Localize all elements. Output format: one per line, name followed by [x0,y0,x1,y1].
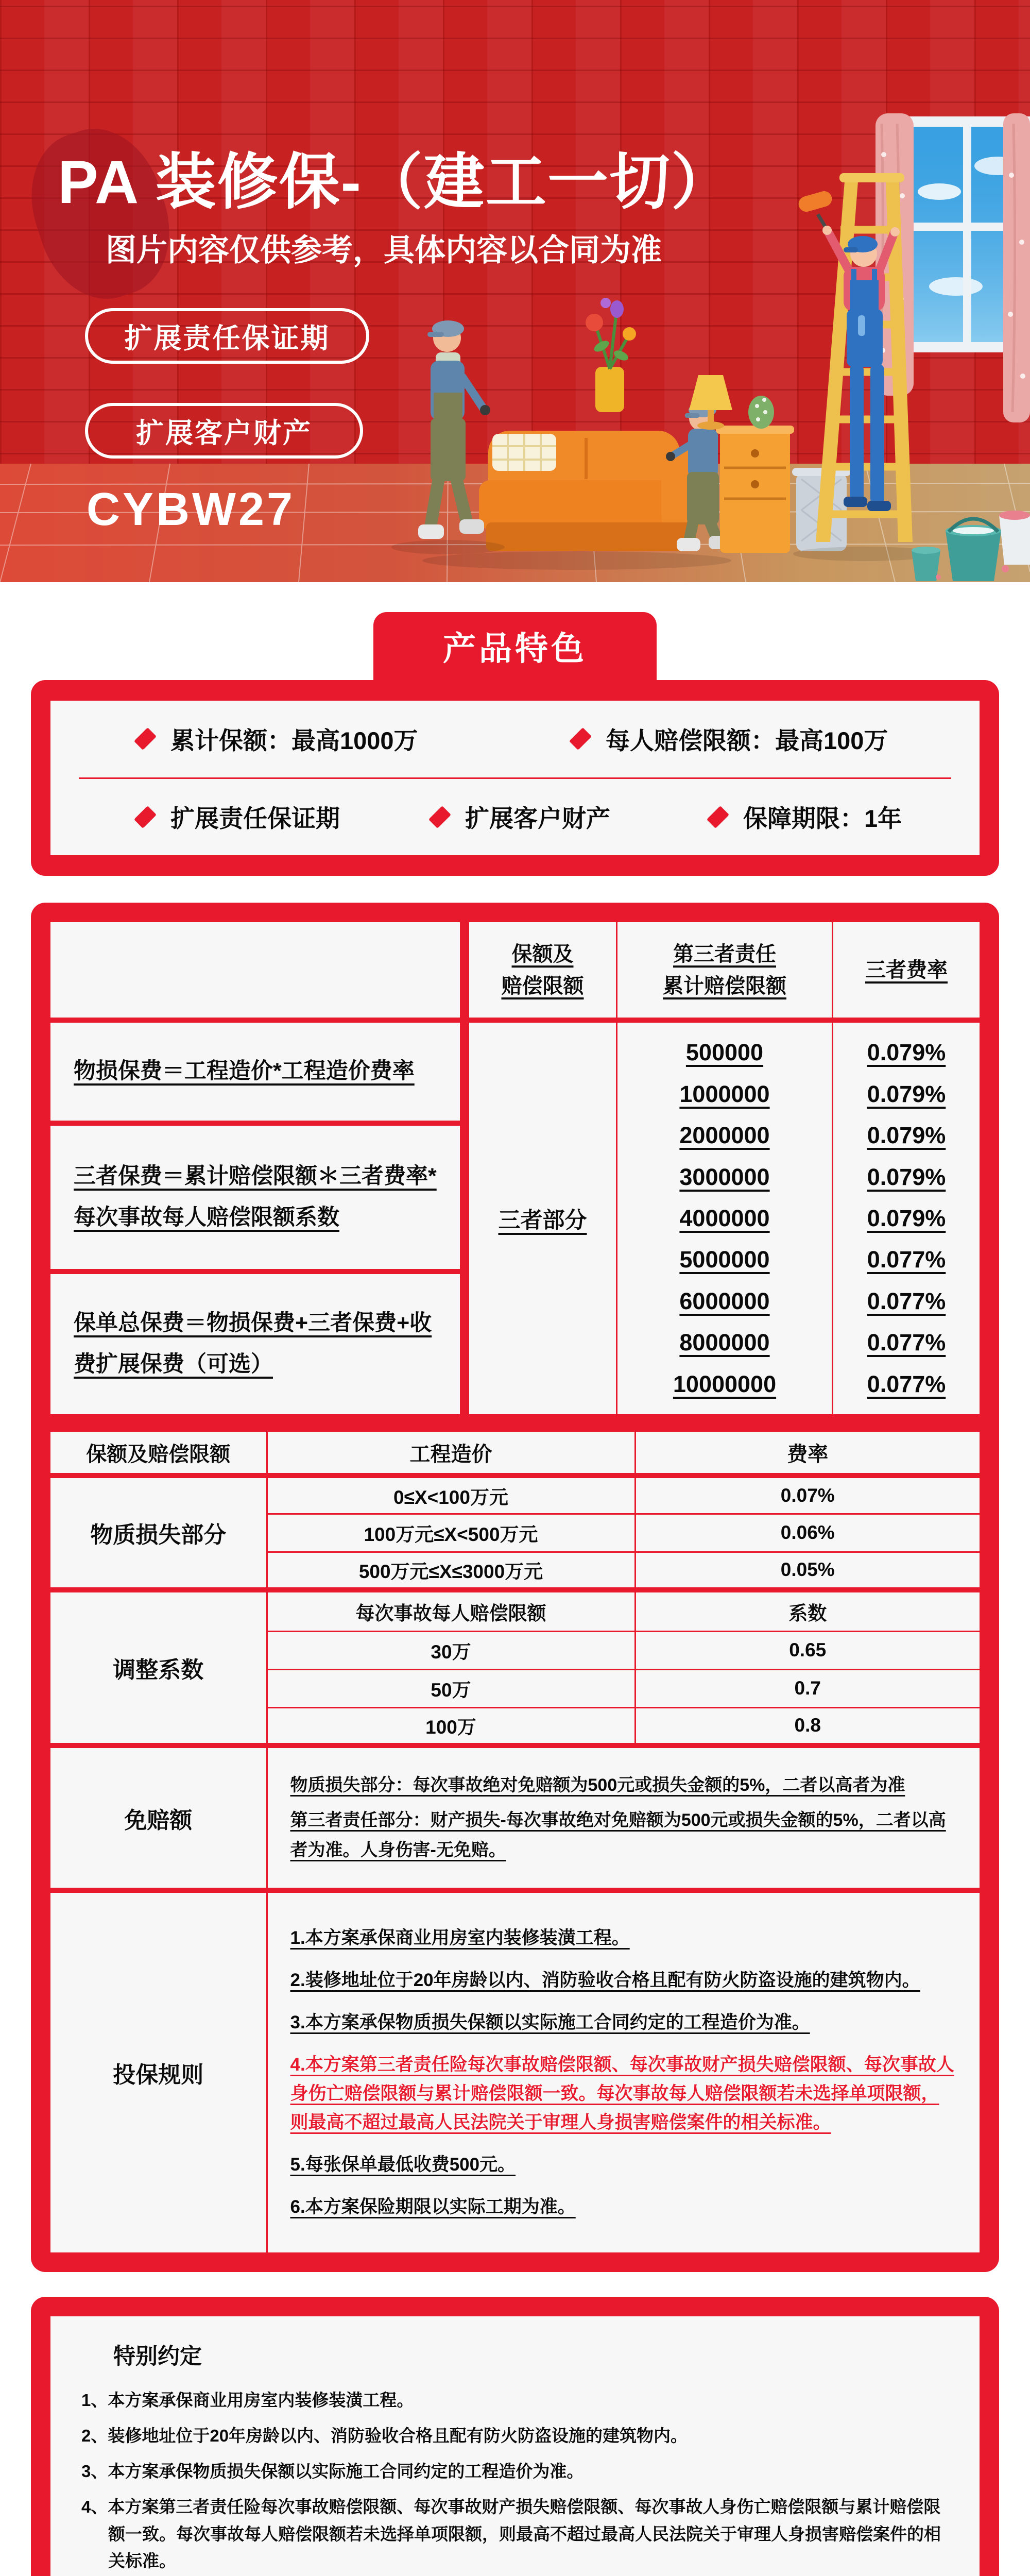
formula-material-premium: 物损保费＝工程造价*工程造价费率 [50,1023,460,1126]
cost-range-cell: 0≤X<100万元 [267,1476,635,1514]
diamond-icon [707,806,729,828]
underwriting-rules-label: 投保规则 [50,1890,267,2252]
feature-item [135,800,430,834]
deductible-label: 免赔额 [50,1745,267,1890]
diamond-icon [134,727,157,750]
table-row [50,1890,980,2252]
badge-extended-liability: 扩展责任保证期 [85,308,369,364]
agreement-item: 1、本方案承保商业用房室内装修装潢工程。 [81,2391,414,2410]
rate-value: 0.077% [867,1329,946,1356]
limit-value: 10000000 [673,1370,777,1397]
feature-item [135,722,571,756]
material-loss-label: 物质损失部分 [50,1476,267,1590]
rule-item: 3.本方案承保物质损失保额以实际施工合同约定的工程造价为准。 [290,2012,810,2033]
rule-item: 6.本方案保险期限以实际工期为准。 [290,2197,576,2217]
paint-buckets-graphic [912,511,1030,581]
agreement-item: 3、本方案承保物质损失保额以实际施工合同约定的工程造价为准。 [81,2461,584,2481]
rate-value: 0.077% [867,1287,946,1314]
limit-value: 4000000 [679,1205,770,1231]
cost-range-cell: 500万元≤X≤3000万元 [267,1552,635,1590]
limit-value: 6000000 [679,1287,770,1314]
rate-value: 0.079% [867,1205,946,1231]
special-agreement-title: 特别约定 [113,2344,202,2369]
features-panel [31,680,999,876]
diamond-icon [134,806,157,828]
premium-rate-table [50,922,980,1414]
rule-item-highlighted: 4.本方案第三者责任险每次事故赔偿限额、每次事故财产损失赔偿限额、每次事故人身伤亡赔偿限额与累计赔偿限额一致。每次事故每人赔偿限额若未选择单项限额，则最高不超过最高人民法院关于审理人身损害赔偿案件的相关标准。 [290,2055,954,2133]
adjust-factor-label: 调整系数 [50,1590,267,1745]
feature-label: 累计保额：最高1000万 [170,726,418,754]
feature-item [430,800,708,834]
formula-third-party-premium: 三者保费＝累计赔偿限额＊三者费率*每次事故每人赔偿限额系数 [50,1126,460,1274]
factor-header-limit: 每次事故每人赔偿限额 [267,1590,635,1631]
cost-range-cell: 100万元≤X<500万元 [267,1514,635,1552]
limit-value: 500000 [685,1039,764,1066]
rate-value: 0.079% [867,1080,946,1107]
feature-label: 保障期限：1年 [743,805,902,833]
factor-header-factor: 系数 [635,1590,980,1631]
header-rate-cell: 费率 [635,1432,980,1476]
rate-cell: 0.06% [635,1514,980,1552]
table-row [50,1476,980,1514]
header-limit-cell: 保额及赔偿限额 [50,1432,267,1476]
rate-values-column [833,1023,980,1414]
rate-value: 0.077% [867,1246,946,1273]
underwriting-rules-text [267,1890,980,2252]
flowers-graphic [586,298,636,412]
feature-item [571,722,888,756]
special-agreement-panel [31,2297,999,2576]
limit-value: 1000000 [679,1080,770,1107]
table-row [50,1432,980,1476]
limit-value: 3000000 [679,1163,770,1190]
limit-cell: 100万 [267,1707,635,1745]
divider [460,922,469,1414]
diamond-icon [569,727,592,750]
table-row [50,1590,980,1631]
rate-cell: 0.07% [635,1476,980,1514]
factor-cell: 0.7 [635,1669,980,1707]
feature-item [708,800,902,834]
features-row-1 [50,701,980,777]
product-code: CYBW27 [87,484,296,535]
rate-value: 0.079% [867,1163,946,1190]
limit-values-column [617,1023,832,1414]
rate-value: 0.079% [867,1122,946,1149]
rates-panel [31,903,999,2272]
features-row-2 [50,779,980,856]
rate-value: 0.079% [867,1039,946,1066]
divider [50,1414,980,1432]
formula-total-premium: 保单总保费＝物损保费+三者保费+收费扩展保费（可选） [74,1311,432,1377]
diamond-icon [428,806,451,828]
header-cost-cell: 工程造价 [267,1432,635,1476]
rule-item: 2.装修地址位于20年房龄以内、消防验收合格且配有防火防盗设施的建筑物内。 [290,1970,920,1991]
factor-cell: 0.65 [635,1631,980,1669]
section-label-third-party: 三者部分 [498,1208,587,1233]
cabinet-graphic [716,426,794,553]
page-title: PA 装修保-（建工一切） [58,148,733,216]
column-header-third-party-rate: 三者费率 [833,922,980,1023]
feature-label: 每人赔偿限额：最高100万 [606,726,888,754]
limit-value: 8000000 [679,1329,770,1356]
column-header-limit: 保额及 赔偿限额 [469,922,616,1023]
table-row [50,1745,980,1890]
rule-item: 1.本方案承保商业用房室内装修装潢工程。 [290,1928,630,1948]
limit-cell: 50万 [267,1669,635,1707]
rate-value: 0.077% [867,1370,946,1397]
rate-cell: 0.05% [635,1552,980,1590]
badge-extended-property: 扩展客户财产 [85,403,363,459]
agreement-item: 2、装修地址位于20年房龄以内、消防验收合格且配有防火防盗设施的建筑物内。 [81,2426,688,2446]
limit-cell: 30万 [267,1631,635,1669]
deductible-text: 物质损失部分：每次事故绝对免赔额为500元或损失金额的5%，二者以高者为准 第三者责任部分：财产损失-每次事故绝对免赔额为500元或损失金额的5%，二者以高者为准。人身伤害-无免赔。 [267,1745,980,1890]
feature-label: 扩展责任保证期 [170,805,340,833]
limit-value: 2000000 [679,1122,770,1149]
table-corner-cell [50,922,460,1023]
disclaimer-text: 图片内容仅供参考，具体内容以合同为准 [106,233,662,267]
rule-item: 5.每张保单最低收费500元。 [290,2155,516,2175]
detail-table [50,1432,980,2252]
limit-value: 5000000 [679,1246,770,1273]
factor-cell: 0.8 [635,1707,980,1745]
plant-decor-graphic [748,396,774,429]
column-header-third-party-limit: 第三者责任 累计赔偿限额 [617,922,832,1023]
section-tab-product-features: 产品特色 [373,612,657,680]
feature-label: 扩展客户财产 [465,805,610,833]
agreement-item: 4、本方案第三者责任险每次事故赔偿限额、每次事故财产损失赔偿限额、每次事故人身伤亡赔偿限额与累计赔偿限额一致。每次事故每人赔偿限额若未选择单项限额，则最高不超过最高人民法院关于审理人身损害赔偿案件的相关标准。 [81,2497,941,2571]
hero-banner [0,0,1030,582]
